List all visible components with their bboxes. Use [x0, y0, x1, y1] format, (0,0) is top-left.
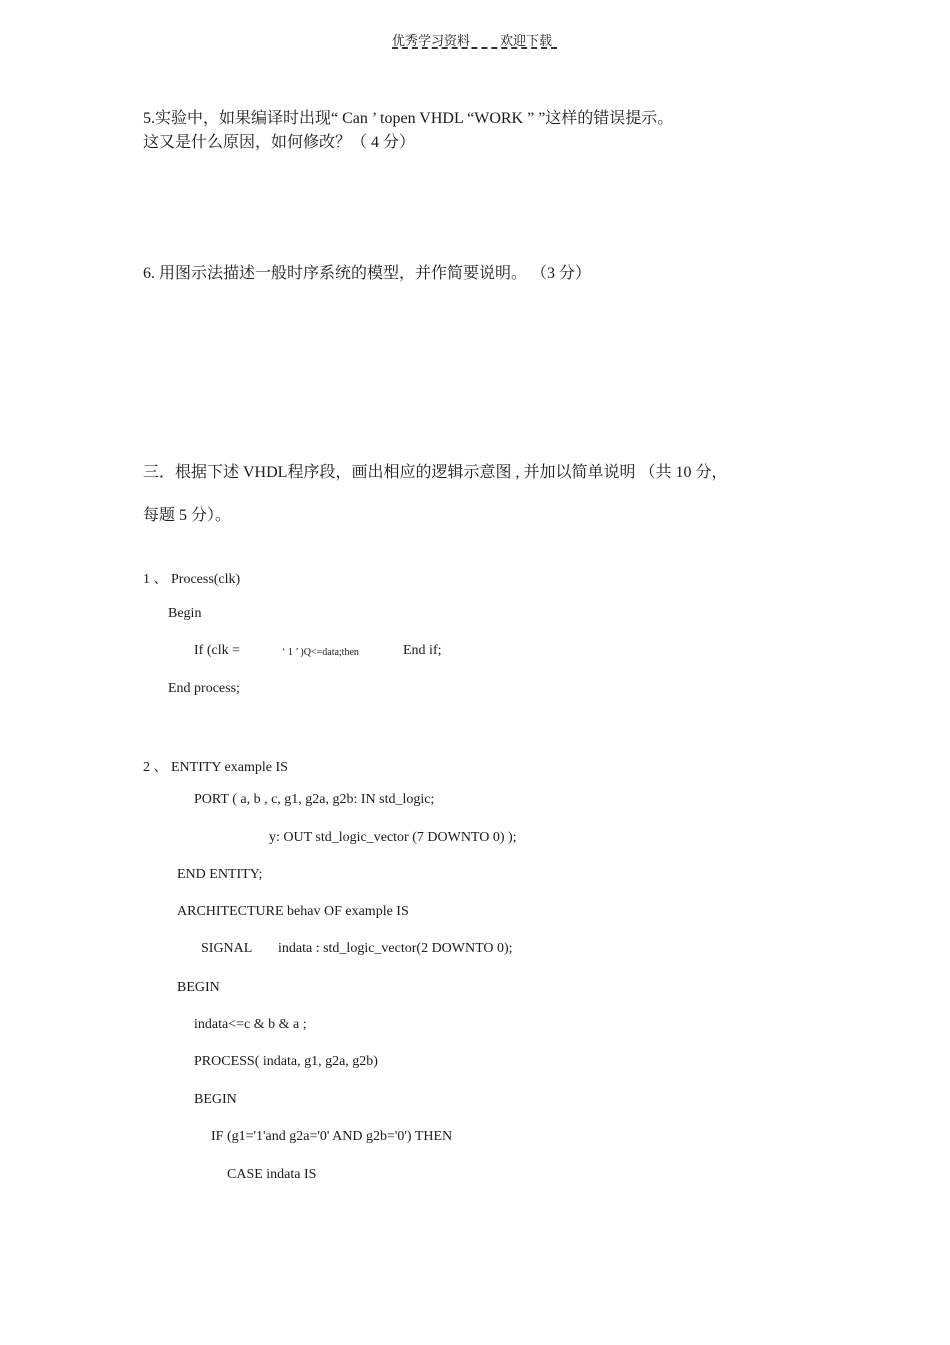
code1-line-3c: End if;: [403, 643, 442, 658]
question-5-line-2: 这又是什么原因，如何修改？（ 4 分）: [143, 134, 416, 151]
code1-line-4: End process;: [168, 681, 240, 696]
code2-line-7: BEGIN: [177, 980, 220, 995]
code2-line-2: PORT ( a, b , c, g1, g2a, g2b: IN std_logic;: [194, 792, 435, 807]
code2-line-6b: indata : std_logic_vector(2 DOWNTO 0);: [278, 941, 513, 956]
code2-line-9: PROCESS( indata, g1, g2a, g2b): [194, 1054, 378, 1069]
section-3-line-1: 三．根据下述 VHDL程序段，画出相应的逻辑示意图 , 并加以简单说明 （共 10 分，: [143, 464, 728, 481]
code2-line-5: ARCHITECTURE behav OF example IS: [177, 904, 409, 919]
code2-line-6a: SIGNAL: [201, 941, 253, 956]
code2-line-3: y: OUT std_logic_vector (7 DOWNTO 0) );: [269, 830, 517, 845]
code2-line-8: indata<=c & b & a ;: [194, 1017, 307, 1032]
code1-line-1: 1 、 Process(clk): [143, 572, 241, 587]
code1-line-3a: If (clk =: [194, 643, 240, 658]
code2-line-4: END ENTITY;: [177, 867, 263, 882]
code1-line-2: Begin: [168, 606, 202, 621]
header-left-text: 优秀学习资料: [392, 33, 471, 48]
code2-line-11: IF (g1='1'and g2a='0' AND g2b='0') THEN: [211, 1129, 453, 1144]
code2-line-12: CASE indata IS: [227, 1167, 317, 1182]
section-3-line-2: 每题 5 分）。: [143, 507, 232, 524]
code1-line-3b: ‘ 1 ’ )Q<=data;then: [282, 647, 359, 658]
code2-line-10: BEGIN: [194, 1092, 237, 1107]
code2-line-1: 2 、 ENTITY example IS: [143, 760, 288, 775]
header-right-text: 欢迎下载: [500, 33, 553, 48]
question-5-line-1: 5.实验中，如果编译时出现“ Can ’ topen VHDL “WORK ” ”这样的错误提示。: [143, 110, 674, 127]
question-6: 6. 用图示法描述一般时序系统的模型，并作简要说明。 （3 分）: [143, 265, 592, 282]
header-divider: [392, 47, 557, 49]
